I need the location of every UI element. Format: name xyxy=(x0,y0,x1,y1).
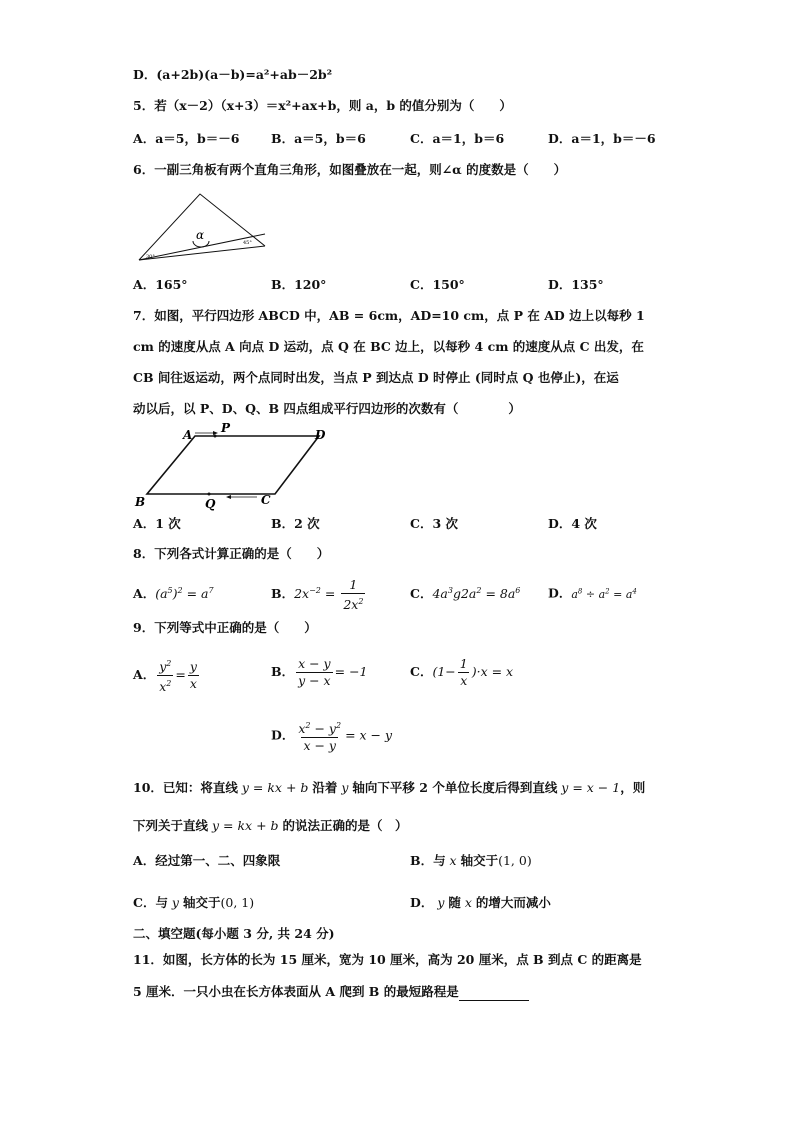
q11-line-2: 5 厘米．一只小虫在长方体表面从 A 爬到 B 的最短路程是 xyxy=(133,983,529,1001)
q8-option-c: C．$4a^3g2a^2 = 8a^6$ xyxy=(410,586,521,602)
q7-option-c: C．3 次 xyxy=(410,516,458,531)
q11-answer-blank[interactable] xyxy=(459,986,529,1001)
q8-option-d: D．$a^8 \div a^2 = a^4$ xyxy=(548,585,637,601)
q7-option-a: A．1 次 xyxy=(133,516,181,531)
q11-line-1: 11．如图，长方体的长为 15 厘米，宽为 10 厘米，高为 20 厘米，点 B 到点 C 的距离是 xyxy=(133,952,642,967)
q7-label-d: D xyxy=(315,428,326,442)
q7-line-1: 7．如图，平行四边形 ABCD 中，AB = 6cm，AD=10 cm，点 P 在 AD 边上以每秒 1 xyxy=(133,308,645,323)
q6-option-b: B．120° xyxy=(271,277,327,292)
q7-line-4: 动以后，以 P、D、Q、B 四点组成平行四边形的次数有（ ） xyxy=(133,401,521,416)
q5-option-d: D．a＝1，b＝－6 xyxy=(548,131,656,146)
q7-option-d: D．4 次 xyxy=(548,516,597,531)
q8-option-b: B．$2x^{-2}$ = $\frac{1}{2x^2}$ xyxy=(271,576,364,612)
q6-option-d: D．135° xyxy=(548,277,604,292)
q7-label-c: C xyxy=(261,493,271,507)
q6-alpha-label: α xyxy=(196,228,205,242)
q10-option-c: C．与 y 轴交于(0, 1) xyxy=(133,895,255,910)
q7-label-p: P xyxy=(221,421,231,435)
q7-line-2: cm 的速度从点 A 向点 D 运动，点 Q 在 BC 边上，以每秒 4 cm 的速度从点 C 出发，在 xyxy=(133,339,644,354)
q8-stem: 8．下列各式计算正确的是（ ） xyxy=(133,546,330,561)
q7-label-q: Q xyxy=(205,497,216,511)
q9-option-a: A． $\frac{y^2}{x^2}$ = $\frac{y}{x}$ xyxy=(133,659,197,695)
q5-option-b: B．a＝5，b＝6 xyxy=(271,131,366,146)
q9-option-d: D． $\frac{x^2 - y^2}{x - y}$ = x − y xyxy=(271,721,393,754)
q6-option-c: C．150° xyxy=(410,277,465,292)
q6-angle-30-label: 30° xyxy=(146,254,155,260)
section-2-title: 二、填空题(每小题 3 分, 共 24 分) xyxy=(133,926,335,941)
q7-option-b: B．2 次 xyxy=(271,516,320,531)
q5-option-c: C．a＝1，b＝6 xyxy=(410,131,505,146)
q6-angle-45-label: 45° xyxy=(243,240,252,246)
q8-option-a: A．$(a^5)^2 = a^7$ xyxy=(133,586,214,602)
q7-line-3: CB 间往返运动，两个点同时出发，当点 P 到达点 D 时停止 (同时点 Q 也停止)，在运 xyxy=(133,370,619,385)
q6-triangle-figure xyxy=(133,188,273,264)
q7-label-a: A xyxy=(183,428,193,442)
q7-label-b: B xyxy=(135,495,146,509)
q5-option-a: A．a＝5，b＝－6 xyxy=(133,131,240,146)
q5-stem: 5．若（x－2）（x+3）＝x²+ax+b，则 a，b 的值分别为（ ） xyxy=(133,98,512,113)
q10-line-2: 下列关于直线 y = kx + b 的说法正确的是（ ） xyxy=(133,818,408,833)
q7-parallelogram-figure xyxy=(133,420,333,512)
q9-option-b: B． $\frac{x - y}{y - x}$ = −1 xyxy=(271,656,368,688)
q6-option-a: A．165° xyxy=(133,277,188,292)
q10-option-b: B．与 x 轴交于(1, 0) xyxy=(410,853,532,868)
q10-line-1: 10．已知：将直线 y = kx + b 沿着 y 轴向下平移 2 个单位长度后得到直线 y = x − 1，则 xyxy=(133,780,646,795)
q4-option-d: D．(a+2b)(a－b)=a²+ab－2b² xyxy=(133,67,333,82)
q9-stem: 9．下列等式中正确的是（ ） xyxy=(133,620,317,635)
q10-option-a: A．经过第一、二、四象限 xyxy=(133,853,281,868)
q9-option-c: C．(1− $\frac{1}{x}$ )·x = x xyxy=(410,656,514,688)
q6-stem: 6．一副三角板有两个直角三角形，如图叠放在一起，则∠α 的度数是（ ） xyxy=(133,162,567,177)
q10-option-d: D． y 随 x 的增大而减小 xyxy=(410,895,551,910)
